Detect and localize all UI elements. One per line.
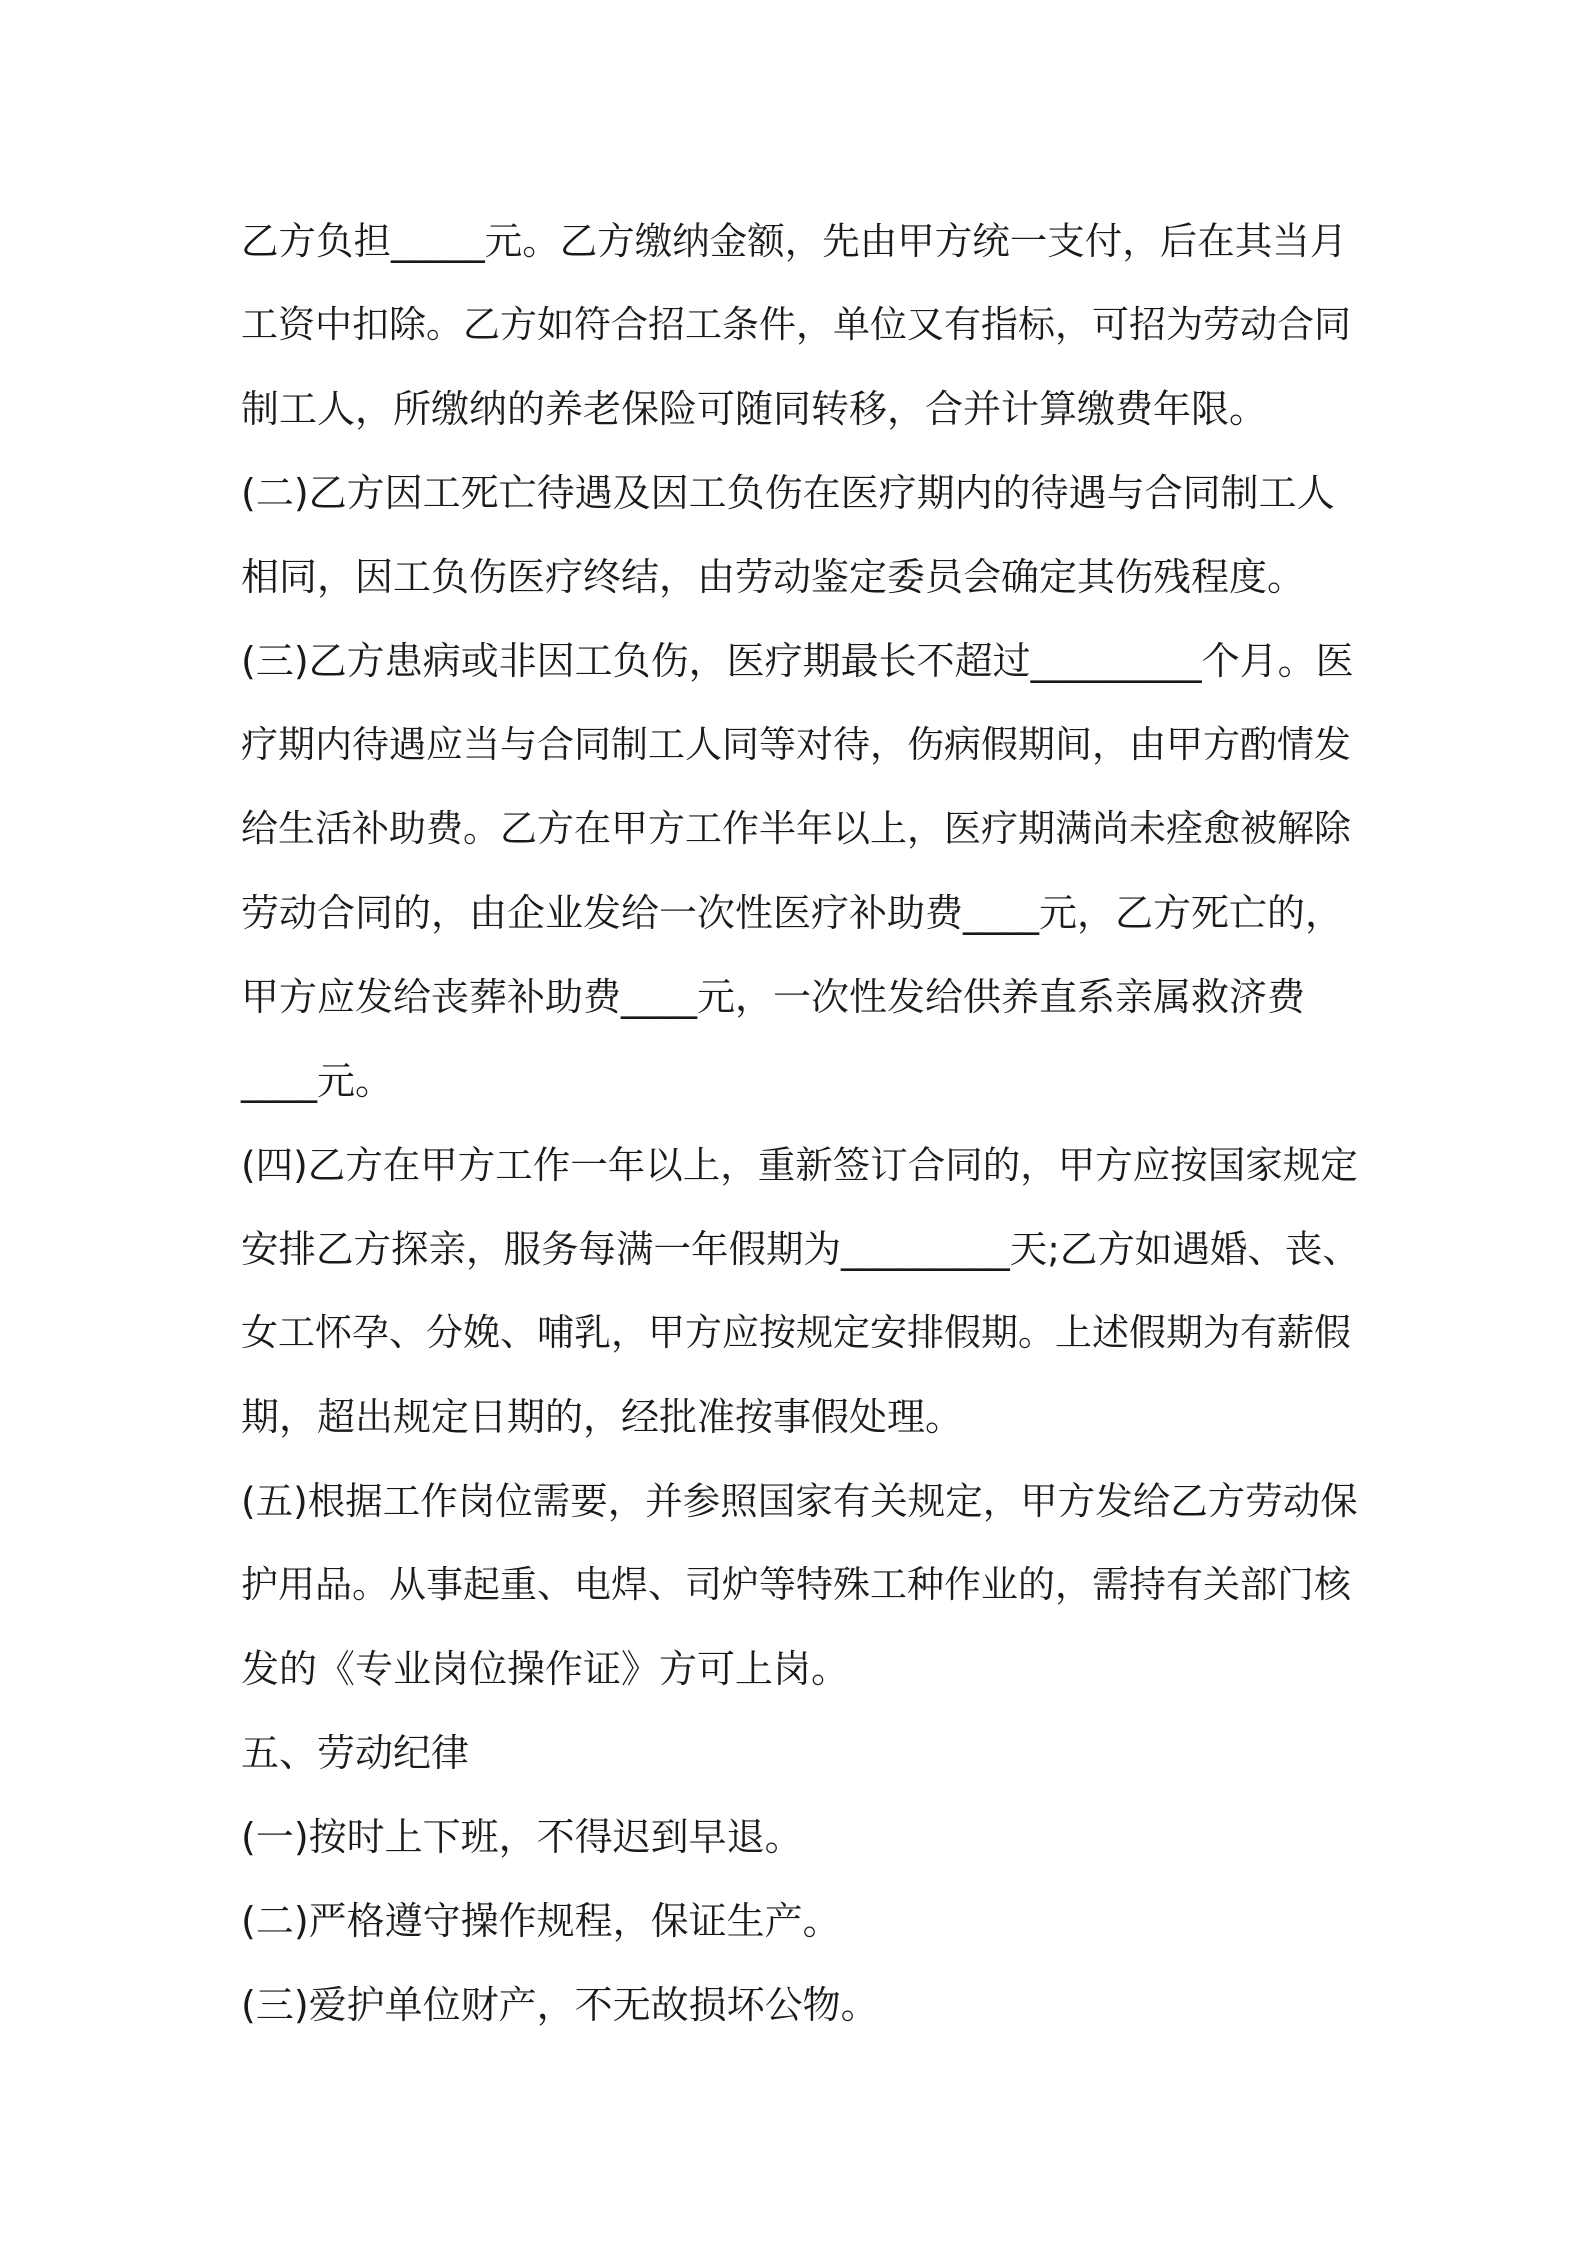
text-line: (三)爱护单位财产，不无故损坏公物。 <box>241 1983 879 2027</box>
text-line: (二)乙方因工死亡待遇及因工负伤在医疗期内的待遇与合同制工人 <box>241 471 1335 515</box>
text-line: 安排乙方探亲，服务每满一年假期为_________天;乙方如遇婚、丧、 <box>241 1227 1360 1271</box>
text-line: 发的《专业岗位操作证》方可上岗。 <box>241 1647 850 1691</box>
text-line: 工资中扣除。乙方如符合招工条件，单位又有指标，可招为劳动合同 <box>241 303 1351 346</box>
text-line: (四)乙方在甲方工作一年以上，重新签订合同的，甲方应按国家规定 <box>241 1143 1358 1187</box>
text-line: 劳动合同的，由企业发给一次性医疗补助费____元，乙方死亡的， <box>241 891 1344 935</box>
text-line: 护用品。从事起重、电焊、司炉等特殊工种作业的，需持有关部门核 <box>241 1563 1351 1606</box>
text-line: 相同，因工负伤医疗终结，由劳动鉴定委员会确定其伤残程度。 <box>241 555 1306 599</box>
text-line: 期，超出规定日期的，经批准按事假处理。 <box>241 1395 964 1439</box>
text-line: 给生活补助费。乙方在甲方工作半年以上，医疗期满尚未痊愈被解除 <box>241 807 1351 850</box>
text-line: 甲方应发给丧葬补助费____元，一次性发给供养直系亲属救济费 <box>241 975 1306 1019</box>
document-body <box>241 199 1361 2047</box>
text-line: 女工怀孕、分娩、哺乳，甲方应按规定安排假期。上述假期为有薪假 <box>241 1311 1351 1354</box>
text-line: 疗期内待遇应当与合同制工人同等对待，伤病假期间，由甲方酌情发 <box>241 723 1351 766</box>
text-line: (五)根据工作岗位需要，并参照国家有关规定，甲方发给乙方劳动保 <box>241 1479 1358 1523</box>
text-line: (一)按时上下班，不得迟到早退。 <box>241 1815 803 1859</box>
text-line: 乙方负担_____元。乙方缴纳金额，先由甲方统一支付，后在其当月 <box>241 219 1348 263</box>
text-line: 制工人，所缴纳的养老保险可随同转移，合并计算缴费年限。 <box>241 387 1268 431</box>
text-line: ____元。 <box>241 1059 394 1103</box>
section-heading: 五、劳动纪律 <box>241 1731 470 1775</box>
text-line: (三)乙方患病或非因工负伤，医疗期最长不超过_________个月。医 <box>241 639 1354 683</box>
text-line: (二)严格遵守操作规程，保证生产。 <box>241 1899 841 1943</box>
